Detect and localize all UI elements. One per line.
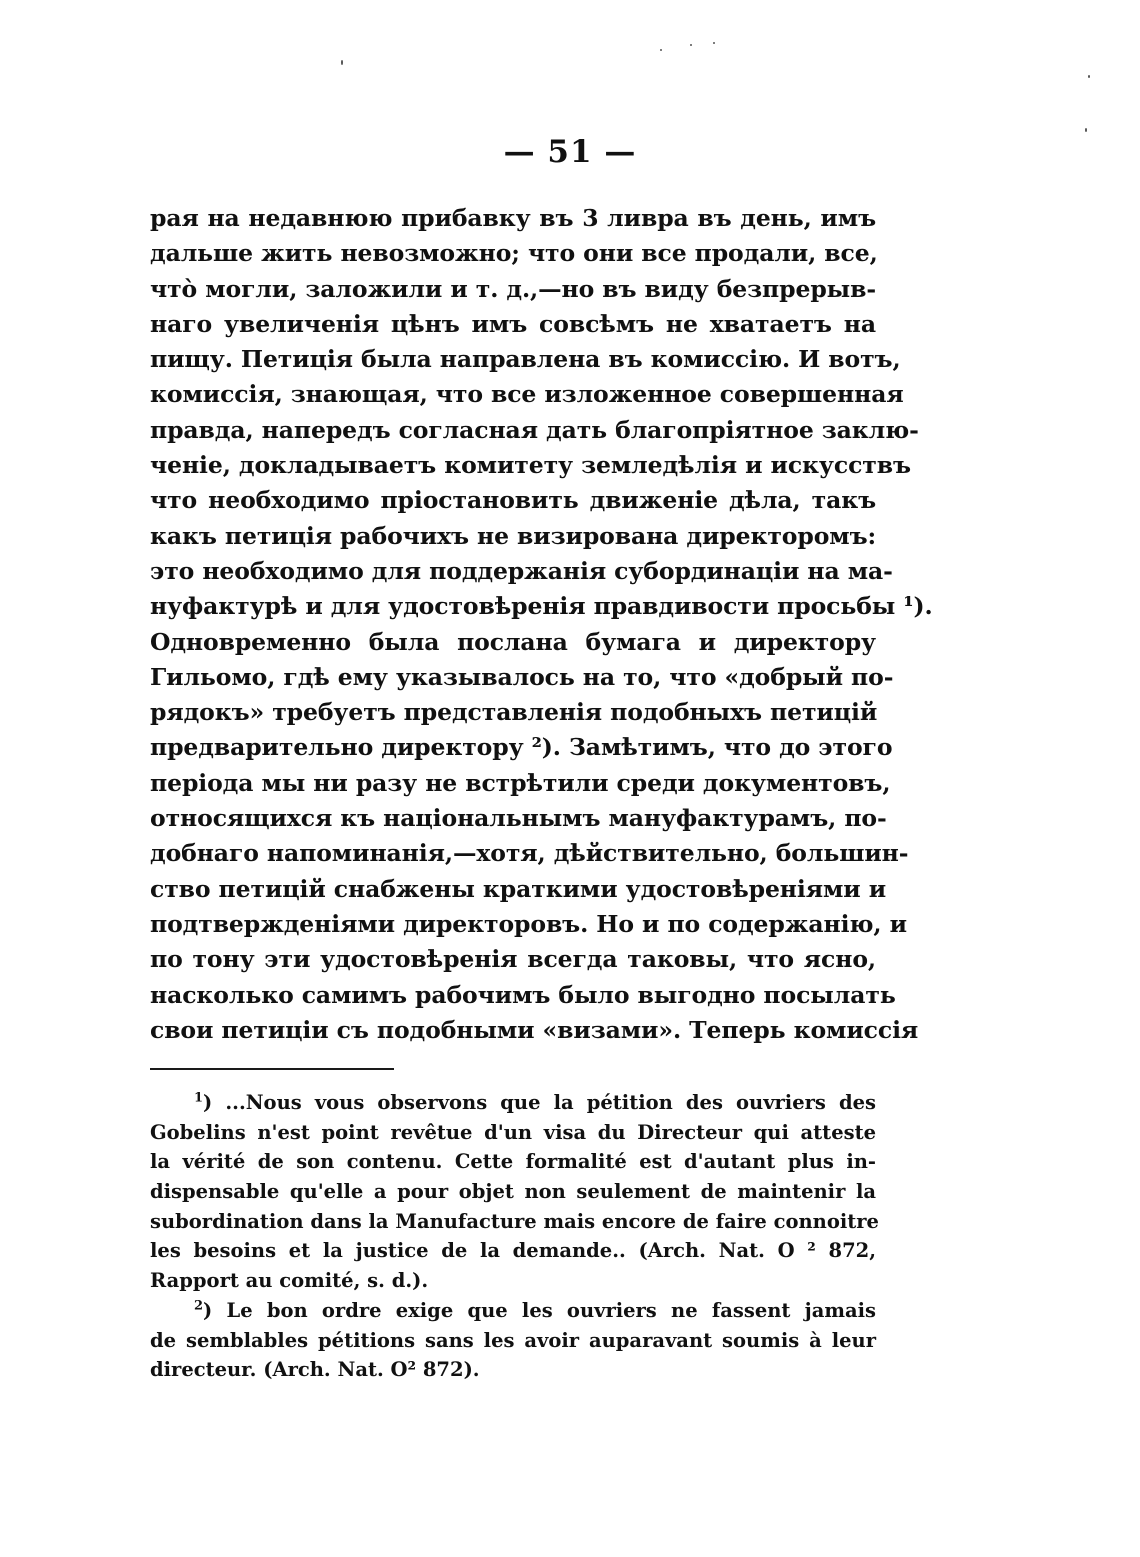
footnote-2-line: de semblables pétitions sans les avoir auparavant soumis à leur bbox=[150, 1328, 876, 1352]
text-line: наго увеличенія цѣнъ имъ совсѣмъ не хватаетъ на bbox=[150, 309, 876, 338]
footnote-divider bbox=[150, 1068, 394, 1070]
text-line: какъ петиція рабочихъ не визирована директоромъ: bbox=[150, 521, 877, 550]
scan-speck bbox=[713, 42, 715, 44]
text-line: періода мы ни разу не встрѣтили среди документовъ, bbox=[150, 768, 891, 797]
text-line: пищу. Петиція была направлена въ комиссію. И вотъ, bbox=[150, 345, 901, 374]
footnote-2-line bbox=[150, 1296, 876, 1326]
scan-speck bbox=[660, 49, 662, 51]
scan-speck bbox=[341, 60, 343, 65]
text-line: ство петицій снабжены краткими удостовѣреніями и bbox=[150, 874, 887, 903]
text-line: нуфактурѣ и для удостовѣренія правдивости просьбы ¹). bbox=[150, 592, 933, 621]
text-line: правда, напередъ согласная дать благопріятное заклю- bbox=[150, 415, 919, 444]
text-line: свои петиціи съ подобными «визами». Теперь комиссія bbox=[150, 1015, 919, 1044]
footnote-1-line: les besoins et la justice de la demande.. (Arch. Nat. O ² 872, bbox=[150, 1239, 876, 1263]
text-line: предварительно директору ²). Замѣтимъ, что до этого bbox=[150, 733, 893, 762]
scan-speck bbox=[1085, 128, 1087, 132]
text-line: ченіе, докладываетъ комитету земледѣлія и искусствъ bbox=[150, 451, 911, 480]
footnote-1-line: dispensable qu'elle a pour objet non seulement de maintenir la bbox=[150, 1180, 876, 1204]
text-line: Гильомо, гдѣ ему указывалось на то, что «добрый по- bbox=[150, 662, 894, 691]
text-line: рядокъ» требуетъ представленія подобныхъ петицій bbox=[150, 698, 878, 727]
main-text bbox=[150, 201, 933, 1048]
text-line: что необходимо пріостановить движеніе дѣла, такъ bbox=[150, 486, 876, 515]
scan-speck bbox=[690, 44, 692, 46]
text-line: относящихся къ національнымъ мануфактурамъ, по- bbox=[150, 804, 887, 833]
footnotes bbox=[150, 1088, 879, 1385]
text-line: рая на недавнюю прибавку въ 3 ливра въ день, имъ bbox=[150, 204, 876, 232]
footnote-1-text: ) ...Nous vous observons que la pétition des ouvriers des bbox=[203, 1091, 876, 1114]
page-number: — 51 — bbox=[503, 134, 637, 170]
text-line: подтвержденіями директоровъ. Но и по содержанію, и bbox=[150, 909, 907, 938]
footnote-1-line: la vérité de son contenu. Cette formalité est d'autant plus in- bbox=[150, 1150, 876, 1174]
text-line: Одновременно была послана бумага и директору bbox=[150, 627, 876, 656]
scan-speck bbox=[1088, 75, 1090, 78]
footnote-2-text: ) Le bon ordre exige que les ouvriers ne fassent jamais bbox=[203, 1298, 876, 1322]
footnote-1-line: Rapport au comité, s. d.). bbox=[150, 1269, 429, 1293]
text-line: по тону эти удостовѣренія всегда таковы, что ясно, bbox=[150, 945, 876, 974]
text-line: добнаго напоминанія,—хотя, дѣйствительно, большин- bbox=[150, 839, 909, 868]
text-line: что̀ могли, заложили и т. д.,—но въ виду безпрерыв- bbox=[150, 274, 876, 303]
footnote-1-mark: 1 bbox=[194, 1090, 204, 1106]
text-line: насколько самимъ рабочимъ было выгодно посылать bbox=[150, 980, 896, 1009]
footnote-2-line: directeur. (Arch. Nat. O² 872). bbox=[150, 1358, 480, 1382]
footnote-2-mark: 2 bbox=[194, 1298, 204, 1314]
footnote-1-line: subordination dans la Manufacture mais encore de faire connoitre bbox=[150, 1209, 879, 1233]
text-line: это необходимо для поддержанія субординаціи на ма- bbox=[150, 556, 893, 585]
text-line: комиссія, знающая, что все изложенное совершенная bbox=[150, 380, 904, 409]
footnote-1-line: Gobelins n'est point revêtue d'un visa du Directeur qui atteste bbox=[150, 1120, 876, 1144]
footnote-1-line bbox=[150, 1088, 876, 1118]
text-line: дальше жить невозможно; что они все продали, все, bbox=[150, 239, 878, 268]
